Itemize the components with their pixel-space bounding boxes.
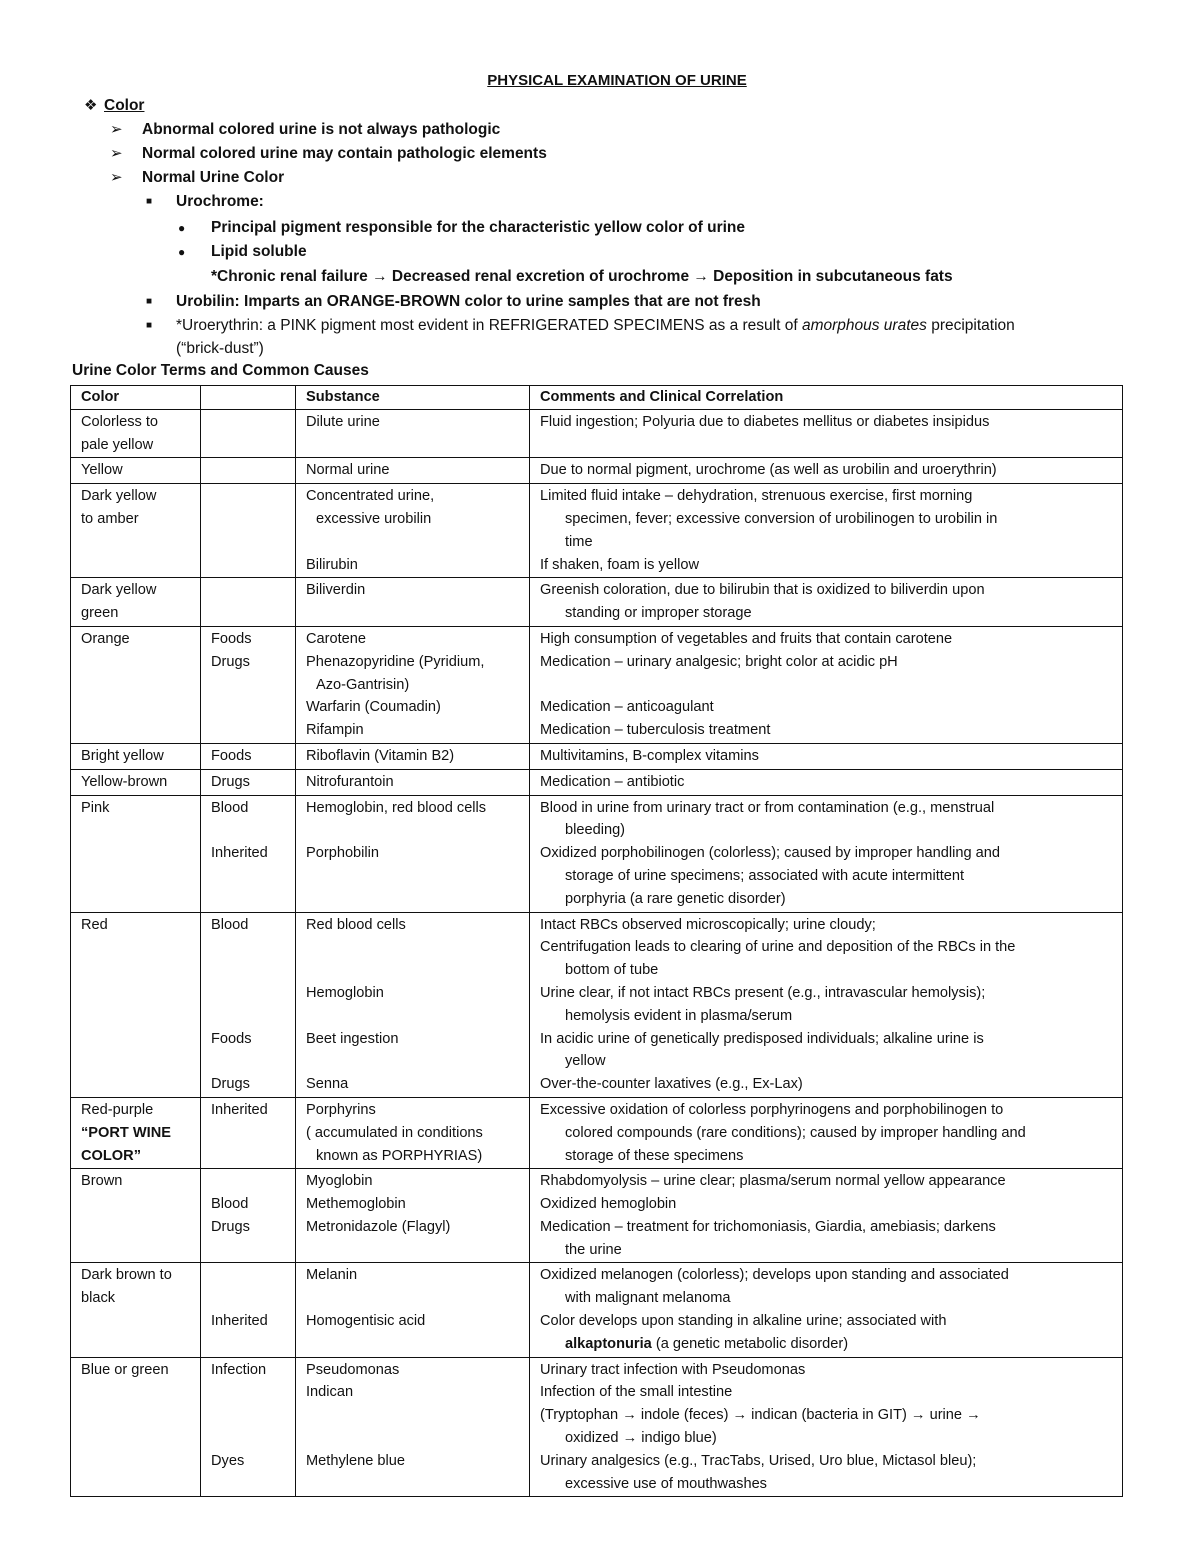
source-cell <box>201 912 296 1097</box>
outline-point: Normal Urine Color <box>142 169 285 186</box>
text-line: “PORT WINE <box>81 1124 171 1141</box>
text-line: Over-the-counter laxatives (e.g., Ex-Lax) <box>540 1076 803 1093</box>
comment-cell: Medication – antibiotic <box>530 769 1123 795</box>
text-line: Carotene <box>306 630 367 647</box>
comment-cell <box>530 409 1123 458</box>
diamond-bullet-icon: ❖ <box>84 97 98 114</box>
spacer <box>211 1381 287 1404</box>
page-title: PHYSICAL EXAMINATION OF URINE <box>487 72 747 89</box>
text-line: Urinary analgesics (e.g., TracTabs, Urised, Uro blue, Mictasol bleu); <box>540 1452 977 1469</box>
substance-cell <box>296 1357 530 1497</box>
header-substance: Substance <box>296 386 530 410</box>
color-cell <box>71 1263 201 1357</box>
table-row <box>71 912 1123 1097</box>
text-line: with malignant melanoma <box>565 1290 731 1307</box>
text-line: Colorless to <box>81 413 159 430</box>
text-line: Porphobilin <box>306 845 380 862</box>
text-line: bleeding) <box>565 822 626 839</box>
text-line: Foods <box>211 1030 252 1047</box>
header-comments: Comments and Clinical Correlation <box>530 386 1123 410</box>
square-bullet-icon: ■ <box>146 296 153 307</box>
text-line: Blood <box>211 916 249 933</box>
substance-cell: Riboflavin (Vitamin B2) <box>296 743 530 769</box>
table-row <box>71 484 1123 578</box>
text-line: Red-purple <box>81 1101 154 1118</box>
urine-color-table <box>70 385 1123 1497</box>
color-cell: Bright yellow <box>71 743 201 769</box>
text-line: Drugs <box>211 1076 250 1093</box>
dot-bullet-icon: ● <box>178 221 186 235</box>
text-line: Indican <box>306 1384 354 1401</box>
text-line: Inherited <box>211 1313 268 1330</box>
color-cell <box>71 578 201 627</box>
source-cell: Foods <box>201 743 296 769</box>
text-line: Intact RBCs observed microscopically; urine cloudy; <box>540 916 876 933</box>
text-line: Azo-Gantrisin) <box>316 676 410 693</box>
spacer <box>211 1170 287 1193</box>
comment-cell <box>530 626 1123 743</box>
text-line: Warfarin (Coumadin) <box>306 699 441 716</box>
spacer <box>540 674 1114 697</box>
table-caption: Urine Color Terms and Common Causes <box>72 362 369 379</box>
text-line: specimen, fever; excessive conversion of urobilinogen to urobilin in <box>565 510 998 527</box>
text-line: Inherited <box>211 845 268 862</box>
uroerythrin-text <box>176 316 1015 336</box>
spacer <box>306 1404 521 1427</box>
text-line: storage of these specimens <box>565 1147 744 1164</box>
comment-cell <box>530 1097 1123 1168</box>
text-line: In acidic urine of genetically predisposed individuals; alkaline urine is <box>540 1030 984 1047</box>
source-cell <box>201 578 296 627</box>
text-line: Medication – anticoagulant <box>540 699 714 716</box>
text-line: storage of urine specimens; associated with acute intermittent <box>565 867 965 884</box>
arrow-bullet-icon: ➢ <box>110 121 123 138</box>
substance-cell <box>296 912 530 1097</box>
table-row <box>71 458 1123 484</box>
urochrome-note: *Chronic renal failure → Decreased renal excretion of urochrome → Deposition in subcutaneous fats <box>211 268 953 285</box>
text-line: Oxidized melanogen (colorless); develops upon standing and associated <box>540 1267 1009 1284</box>
outline-point: Abnormal colored urine is not always pathologic <box>142 121 501 138</box>
source-cell <box>201 409 296 458</box>
urochrome-point: Lipid soluble <box>211 243 307 260</box>
arrow-bullet-icon: ➢ <box>110 145 123 162</box>
source-cell <box>201 795 296 912</box>
spacer <box>306 1005 521 1028</box>
substance-cell <box>296 1097 530 1168</box>
spacer <box>211 1287 287 1310</box>
uroerythrin-emphasis: amorphous urates <box>801 317 927 334</box>
comment-cell <box>530 1263 1123 1357</box>
text-line: Infection <box>211 1361 267 1378</box>
text-fragment: (a genetic metabolic disorder) <box>651 1335 849 1352</box>
text-line: Color develops upon standing in alkaline urine; associated with <box>540 1313 947 1330</box>
text-line: ( accumulated in conditions <box>306 1124 483 1141</box>
square-bullet-icon: ■ <box>146 320 153 331</box>
text-line: Rhabdomyolysis – urine clear; plasma/serum normal yellow appearance <box>540 1173 1006 1190</box>
text-line: Dark brown to <box>81 1267 172 1284</box>
spacer <box>211 959 287 982</box>
text-line: Metronidazole (Flagyl) <box>306 1218 451 1235</box>
text-line: Senna <box>306 1076 349 1093</box>
comment-cell <box>530 912 1123 1097</box>
text-line: Bilirubin <box>306 556 358 573</box>
substance-cell: Normal urine <box>296 458 530 484</box>
spacer <box>306 959 521 982</box>
section-heading: Color <box>104 97 145 114</box>
text-line: COLOR” <box>81 1147 141 1164</box>
color-cell: Yellow-brown <box>71 769 201 795</box>
table-row <box>71 795 1123 912</box>
uroerythrin-part: precipitation <box>926 317 1015 334</box>
color-cell: Red <box>71 912 201 1097</box>
substance-cell <box>296 626 530 743</box>
text-line: oxidized → indigo blue) <box>565 1430 717 1447</box>
table-row <box>71 769 1123 795</box>
text-line: Excessive oxidation of colorless porphyrinogens and porphobilinogen to <box>540 1101 1004 1118</box>
table-row <box>71 409 1123 458</box>
text-line: Porphyrins <box>306 1101 376 1118</box>
urochrome-point: Principal pigment responsible for the characteristic yellow color of urine <box>211 219 746 236</box>
source-cell <box>201 458 296 484</box>
table-row <box>71 1097 1123 1168</box>
spacer <box>211 1005 287 1028</box>
text-line: Oxidized porphobilinogen (colorless); caused by improper handling and <box>540 845 1000 862</box>
text-line: Blood <box>211 799 249 816</box>
substance-cell: Biliverdin <box>296 578 530 627</box>
spacer <box>211 1427 287 1450</box>
text-line: Dark yellow <box>81 488 157 505</box>
color-cell: Yellow <box>71 458 201 484</box>
text-line: Methylene blue <box>306 1452 405 1469</box>
spacer <box>306 1050 521 1073</box>
text-line: Medication – tuberculosis treatment <box>540 722 771 739</box>
text-line: green <box>81 605 119 622</box>
source-cell <box>201 484 296 578</box>
spacer <box>306 531 521 554</box>
source-cell <box>201 1169 296 1263</box>
table-row <box>71 626 1123 743</box>
table-row <box>71 743 1123 769</box>
text-line: Centrifugation leads to clearing of urine and deposition of the RBCs in the <box>540 939 1016 956</box>
comment-cell <box>530 578 1123 627</box>
text-line: Limited fluid intake – dehydration, strenuous exercise, first morning <box>540 488 973 505</box>
text-line: Dark yellow <box>81 582 157 599</box>
text-line: Foods <box>211 630 252 647</box>
square-bullet-icon: ■ <box>146 196 153 207</box>
text-line: Red blood cells <box>306 916 406 933</box>
source-cell: Drugs <box>201 769 296 795</box>
text-line: Homogentisic acid <box>306 1313 426 1330</box>
text-line: (Tryptophan → indole (feces) → indican (bacteria in GIT) → urine → <box>540 1407 981 1424</box>
dot-bullet-icon: ● <box>178 245 186 259</box>
source-cell <box>201 1263 296 1357</box>
text-line: colored compounds (rare conditions); caused by improper handling and <box>565 1124 1026 1141</box>
text-line: Drugs <box>211 1218 250 1235</box>
spacer <box>211 936 287 959</box>
source-cell: Inherited <box>201 1097 296 1168</box>
text-line: Medication – treatment for trichomoniasis, Giardia, amebiasis; darkens <box>540 1218 996 1235</box>
urobilin-text: Urobilin: Imparts an ORANGE-BROWN color to urine samples that are not fresh <box>176 293 761 310</box>
text-line: Concentrated urine, <box>306 488 435 505</box>
text-line: Oxidized hemoglobin <box>540 1196 677 1213</box>
comment-cell <box>530 1169 1123 1263</box>
text-line: the urine <box>565 1241 622 1258</box>
text-line: excessive urobilin <box>316 510 432 527</box>
text-line: Methemoglobin <box>306 1196 406 1213</box>
color-cell: Pink <box>71 795 201 912</box>
text-line: Fluid ingestion; Polyuria due to diabetes mellitus or diabetes insipidus <box>540 413 990 430</box>
outline-point: Normal colored urine may contain pathologic elements <box>142 145 547 162</box>
text-line: Myoglobin <box>306 1173 373 1190</box>
text-line: Urine clear, if not intact RBCs present (e.g., intravascular hemolysis); <box>540 984 986 1001</box>
spacer <box>306 936 521 959</box>
color-cell <box>71 1097 201 1168</box>
text-line: yellow <box>565 1053 606 1070</box>
table-row <box>71 1357 1123 1497</box>
text-line: Blood in urine from urinary tract or from contamination (e.g., menstrual <box>540 799 995 816</box>
spacer <box>211 1050 287 1073</box>
table-row <box>71 578 1123 627</box>
text-line: Hemoglobin, red blood cells <box>306 799 487 816</box>
substance-cell: Nitrofurantoin <box>296 769 530 795</box>
text-line: Melanin <box>306 1267 358 1284</box>
spacer <box>306 1287 521 1310</box>
color-cell <box>71 409 201 458</box>
text-line: Medication – urinary analgesic; bright color at acidic pH <box>540 653 898 670</box>
color-cell: Brown <box>71 1169 201 1263</box>
text-line: Drugs <box>211 653 250 670</box>
table-header-row <box>71 386 1123 410</box>
comment-cell: Due to normal pigment, urochrome (as well as urobilin and uroerythrin) <box>530 458 1123 484</box>
text-line: Phenazopyridine (Pyridium, <box>306 653 485 670</box>
text-line: bottom of tube <box>565 962 659 979</box>
uroerythrin-part: *Uroerythrin: a PINK pigment most evident in REFRIGERATED SPECIMENS as a result of <box>176 317 802 334</box>
text-line: Rifampin <box>306 722 364 739</box>
table-row <box>71 1263 1123 1357</box>
arrow-bullet-icon: ➢ <box>110 169 123 186</box>
color-cell <box>71 484 201 578</box>
text-line: Blood <box>211 1196 249 1213</box>
text-line <box>540 1333 1114 1356</box>
text-line: Urinary tract infection with Pseudomonas <box>540 1361 806 1378</box>
text-line: Infection of the small intestine <box>540 1384 733 1401</box>
text-line: Dyes <box>211 1452 245 1469</box>
text-line: porphyria (a rare genetic disorder) <box>565 890 786 907</box>
text-line: Greenish coloration, due to bilirubin that is oxidized to biliverdin upon <box>540 582 985 599</box>
spacer <box>211 1264 287 1287</box>
substance-cell <box>296 795 530 912</box>
comment-cell <box>530 1357 1123 1497</box>
urochrome-label: Urochrome: <box>176 193 264 210</box>
text-line: hemolysis evident in plasma/serum <box>565 1007 793 1024</box>
header-source <box>201 386 296 410</box>
text-line: black <box>81 1290 116 1307</box>
color-cell: Orange <box>71 626 201 743</box>
table-row <box>71 1169 1123 1263</box>
source-cell <box>201 1357 296 1497</box>
substance-cell <box>296 409 530 458</box>
comment-cell: Multivitamins, B-complex vitamins <box>530 743 1123 769</box>
text-line: Pseudomonas <box>306 1361 400 1378</box>
uroerythrin-cont: (“brick-dust”) <box>176 340 264 357</box>
alkaptonuria-term: alkaptonuria <box>565 1335 652 1352</box>
header-color: Color <box>71 386 201 410</box>
source-cell <box>201 626 296 743</box>
comment-cell <box>530 795 1123 912</box>
text-line: known as PORPHYRIAS) <box>316 1147 483 1164</box>
spacer <box>211 819 287 842</box>
text-line: Beet ingestion <box>306 1030 399 1047</box>
substance-cell <box>296 1169 530 1263</box>
text-line: High consumption of vegetables and fruits that contain carotene <box>540 630 953 647</box>
color-cell: Blue or green <box>71 1357 201 1497</box>
substance-cell <box>296 484 530 578</box>
text-line: If shaken, foam is yellow <box>540 556 699 573</box>
text-line: to amber <box>81 510 139 527</box>
text-line: Dilute urine <box>306 413 380 430</box>
spacer <box>211 1404 287 1427</box>
text-line: time <box>565 533 593 550</box>
text-line: pale yellow <box>81 436 154 453</box>
text-line: standing or improper storage <box>565 605 752 622</box>
text-line: Hemoglobin <box>306 984 384 1001</box>
text-line: excessive use of mouthwashes <box>565 1475 767 1492</box>
substance-cell <box>296 1263 530 1357</box>
spacer <box>211 982 287 1005</box>
comment-cell <box>530 484 1123 578</box>
spacer <box>306 1427 521 1450</box>
spacer <box>306 819 521 842</box>
